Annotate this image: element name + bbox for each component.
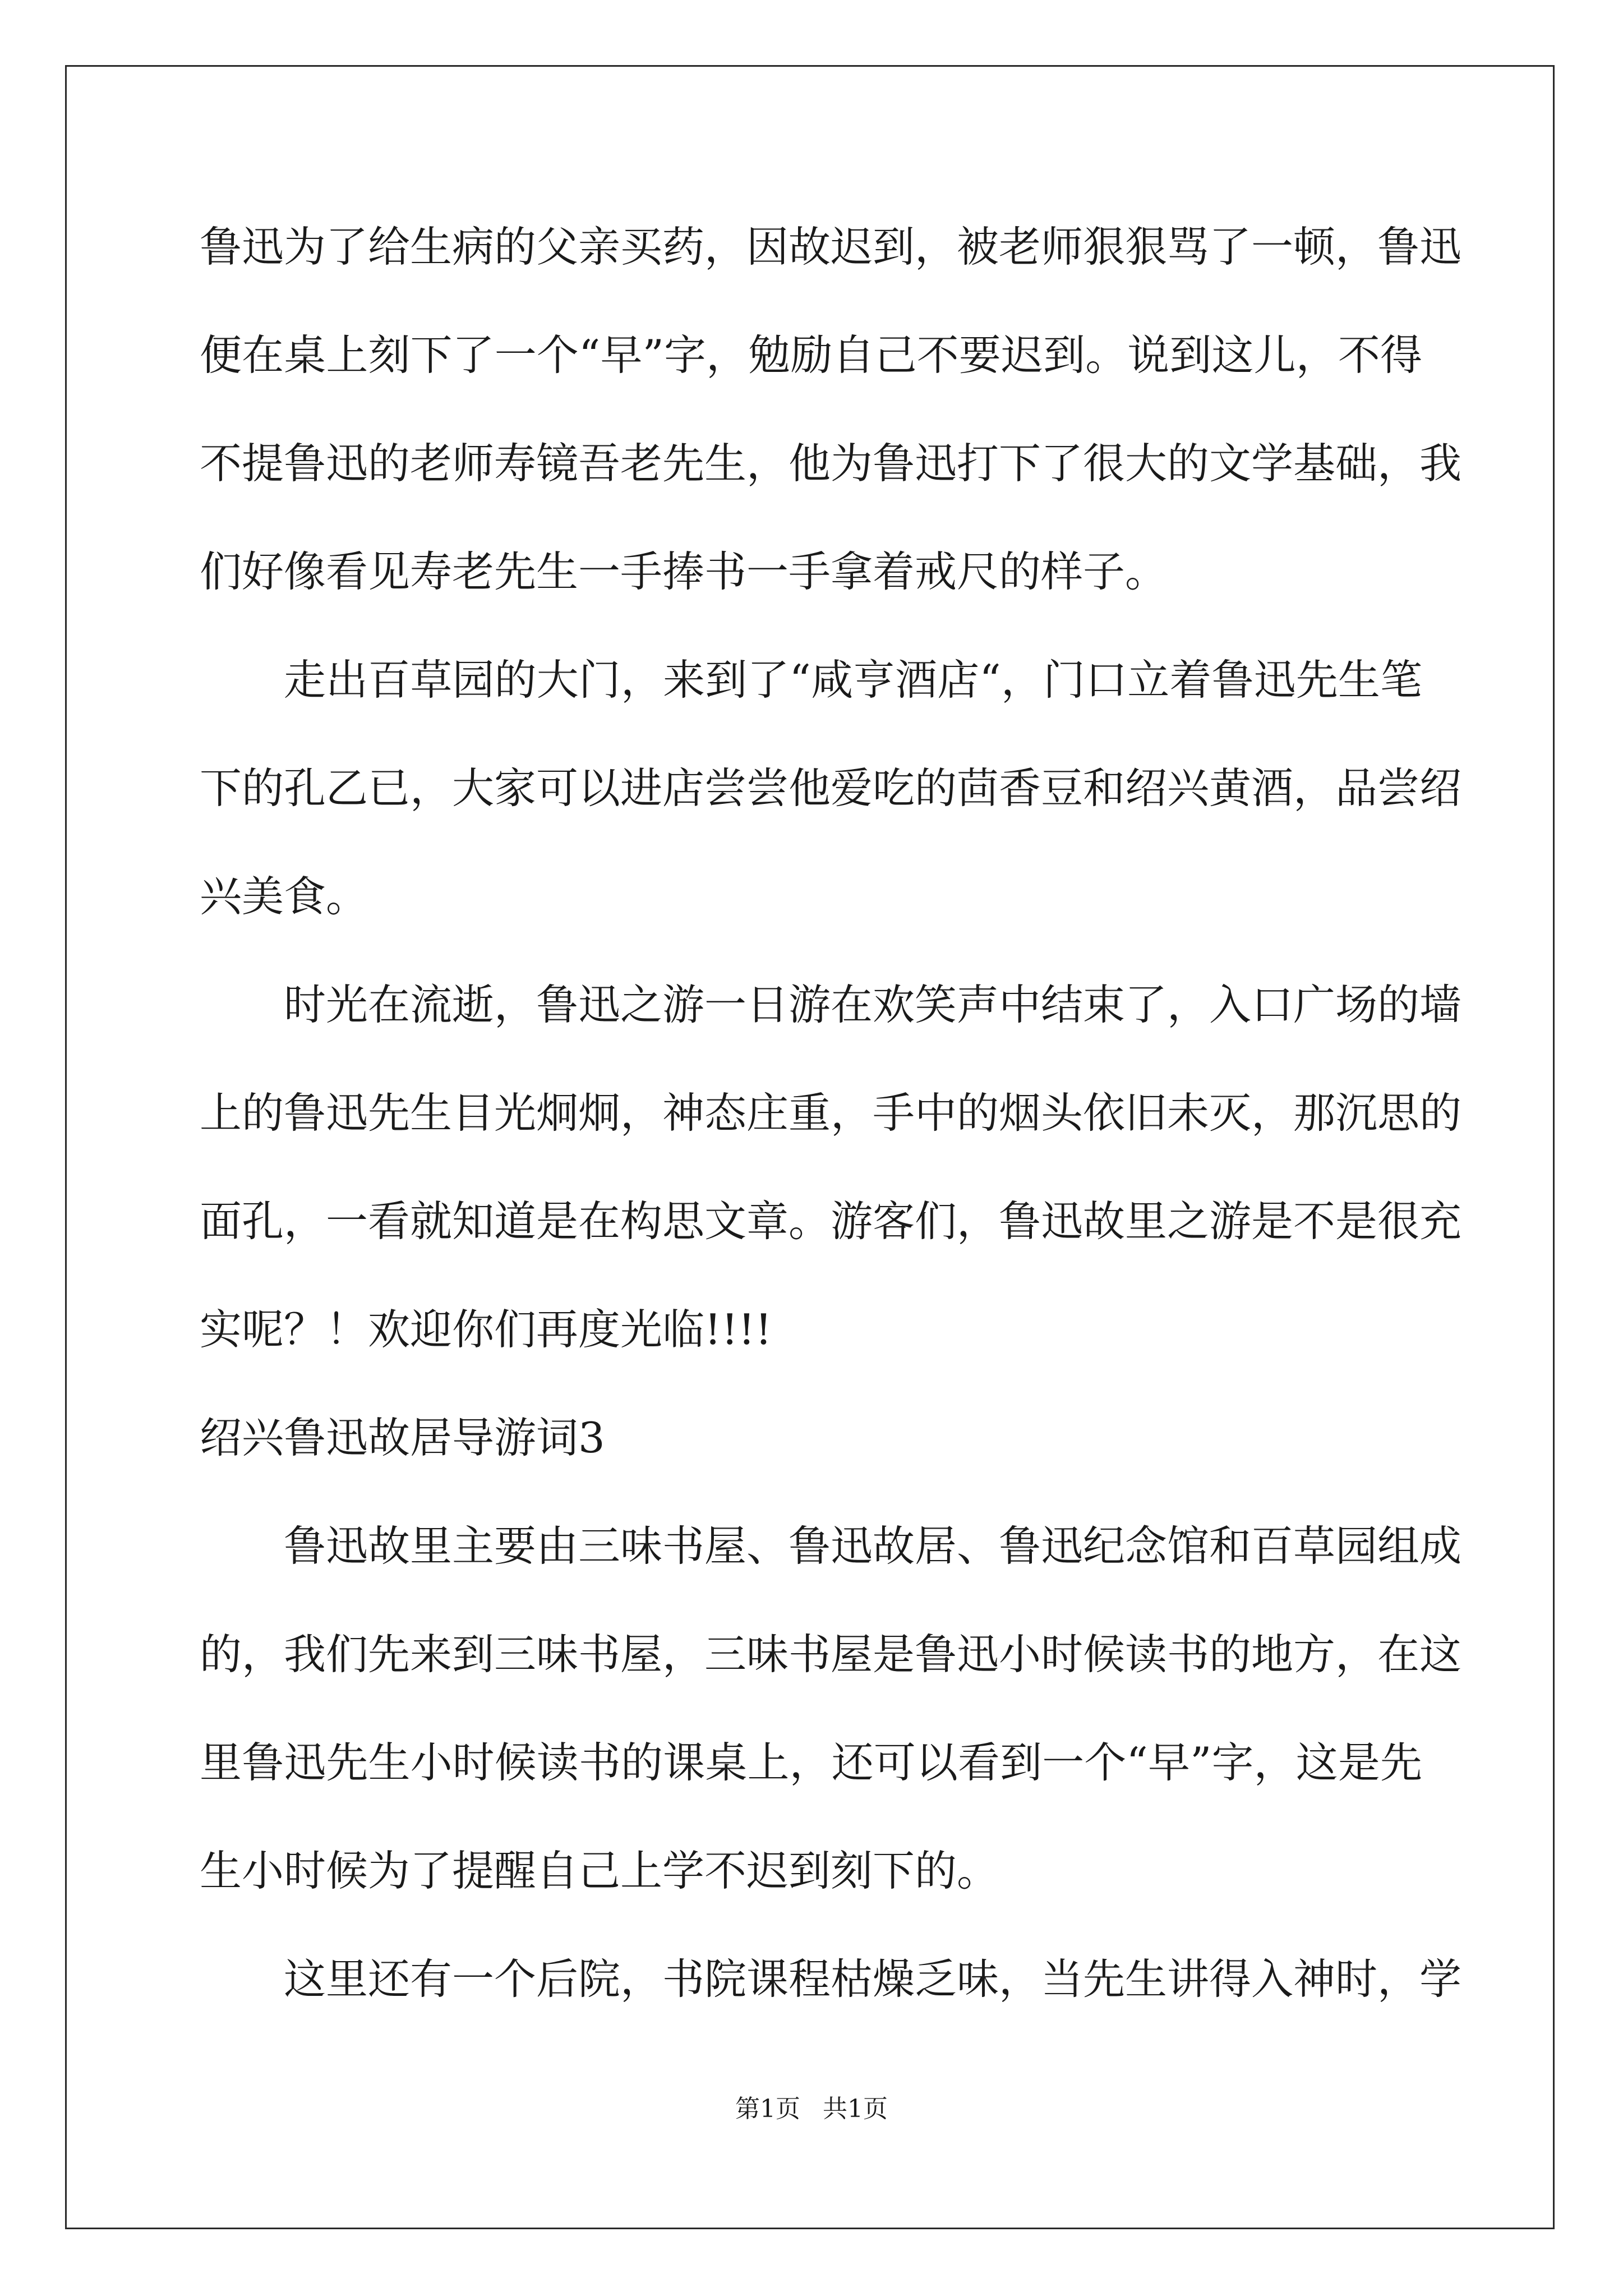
text-line: 们好像看见寿老先生一手捧书一手拿着戒尺的样子。 <box>200 547 1168 596</box>
text-line: 走出百草园的大门，来到了“咸亨酒店“，门口立着鲁迅先生笔 <box>284 655 1422 705</box>
text-line: 兴美食。 <box>200 872 368 921</box>
text-line: 里鲁迅先生小时候读书的课桌上，还可以看到一个“早”字，这是先 <box>200 1738 1422 1787</box>
text-line: 实呢？！欢迎你们再度光临!!!! <box>200 1305 772 1354</box>
text-line: 鲁迅为了给生病的父亲买药，因故迟到，被老师狠狠骂了一顿，鲁迅 <box>200 222 1462 272</box>
text-line: 鲁迅故里主要由三味书屋、鲁迅故居、鲁迅纪念馆和百草园组成 <box>284 1521 1462 1571</box>
text-line: 便在桌上刻下了一个“早”字，勉励自己不要迟到。说到这儿，不得 <box>200 330 1422 380</box>
page-footer <box>0 2092 1623 2126</box>
text-line: 绍兴鲁迅故居导游词3 <box>200 1413 605 1462</box>
text-line: 上的鲁迅先生目光炯炯，神态庄重，手中的烟头依旧未灭，那沉思的 <box>200 1088 1462 1138</box>
text-line: 时光在流逝，鲁迅之游一日游在欢笑声中结束了，入口广场的墙 <box>284 980 1462 1029</box>
text-line: 生小时候为了提醒自己上学不迟到刻下的。 <box>200 1846 999 1895</box>
text-line: 这里还有一个后院，书院课程枯燥乏味，当先生讲得入神时，学 <box>284 1954 1462 2004</box>
text-line: 的，我们先来到三味书屋，三味书屋是鲁迅小时候读书的地方，在这 <box>200 1630 1462 1679</box>
text-line: 不提鲁迅的老师寿镜吾老先生，他为鲁迅打下了很大的文学基础，我 <box>200 439 1462 488</box>
document-body <box>200 213 1462 2054</box>
text-line: 面孔，一看就知道是在构思文章。游客们，鲁迅故里之游是不是很充 <box>200 1197 1462 1246</box>
text-line: 下的孔乙已，大家可以进店尝尝他爱吃的茴香豆和绍兴黄酒，品尝绍 <box>200 763 1462 813</box>
page-number: 第1页 <box>735 2095 800 2123</box>
page-total: 共1页 <box>823 2095 888 2123</box>
